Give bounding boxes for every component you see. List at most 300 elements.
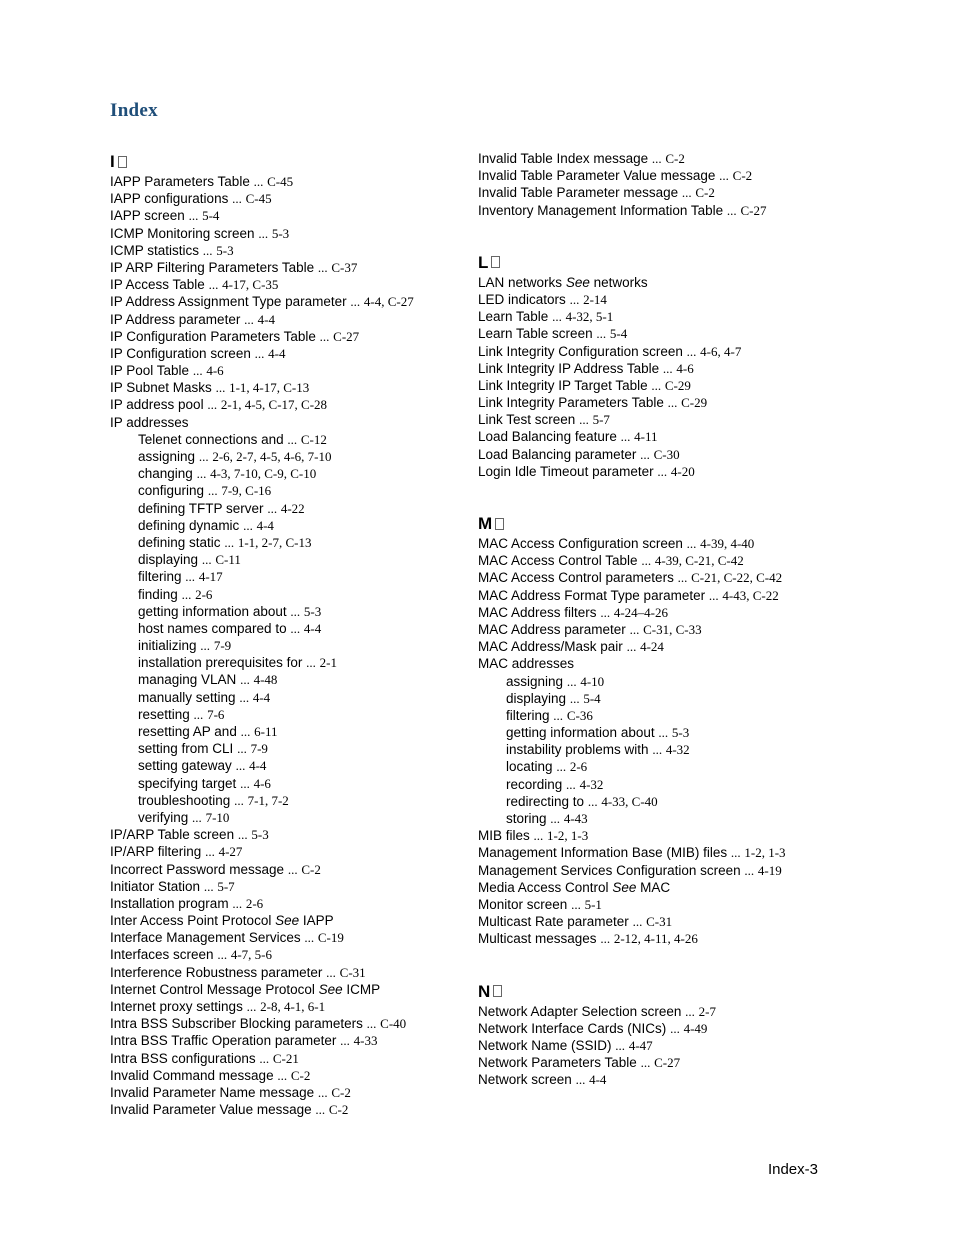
index-entry [110, 173, 460, 190]
page-refs: 5-4 [583, 690, 601, 706]
leader-dots: ... [287, 431, 298, 447]
leader-dots: ... [632, 914, 643, 930]
leader-dots: ... [575, 1072, 586, 1088]
entry-term: IP Access Table [110, 277, 205, 293]
page-refs: 1-2, 1-3 [744, 845, 786, 861]
leader-dots: ... [232, 191, 242, 207]
leader-dots: ... [317, 1084, 328, 1100]
index-entry [110, 1050, 460, 1067]
index-entry [478, 150, 828, 167]
page-refs: 4-47 [628, 1037, 653, 1053]
entry-term: IP Configuration screen [110, 345, 251, 361]
page-refs: 5-4 [202, 208, 220, 224]
leader-dots: ... [193, 706, 204, 722]
leader-dots: ... [587, 793, 598, 809]
index-subentry [110, 706, 460, 723]
page-refs: 4-4 [256, 517, 274, 533]
page-refs: 4-48 [253, 672, 278, 688]
see-label: See [318, 981, 343, 997]
page-refs: C-2 [301, 861, 321, 877]
entry-term: LED indicators [478, 291, 566, 307]
leader-dots: ... [686, 343, 697, 359]
index-entry [478, 930, 828, 947]
index-entry [478, 879, 828, 896]
letter: L [478, 252, 489, 272]
index-entry [478, 827, 828, 844]
index-entry [110, 981, 460, 998]
entry-term: IP Address Assignment Type parameter [110, 294, 347, 310]
leader-dots: ... [620, 429, 631, 445]
page-refs: 4-4 [589, 1072, 607, 1088]
index-letter-heading [478, 251, 828, 274]
page-refs: C-27 [333, 328, 360, 344]
see-label: See [565, 274, 590, 290]
page-refs: 4-4 [268, 345, 286, 361]
entry-term: Link Integrity IP Target Table [478, 377, 648, 393]
index-subentry [110, 637, 460, 654]
index-entry [478, 913, 828, 930]
leader-dots: ... [670, 1020, 680, 1036]
page-refs: 4-39, C-21, C-42 [654, 553, 744, 569]
index-subentry [110, 568, 460, 585]
leader-dots: ... [237, 741, 247, 757]
entry-term: IAPP screen [110, 208, 185, 224]
leader-dots: ... [267, 500, 278, 516]
entry-term: Interface Management Services [110, 930, 301, 946]
page-refs: 4-6 [676, 360, 694, 376]
entry-term: troubleshooting [138, 792, 231, 808]
entry-term: defining TFTP server [138, 500, 264, 516]
index-entry [110, 878, 460, 895]
entry-term: defining dynamic [138, 517, 240, 533]
see-target: MAC [640, 879, 671, 895]
page-refs: 4-27 [218, 844, 243, 860]
index-entry [110, 1015, 460, 1032]
leader-dots: ... [240, 672, 250, 688]
page-refs: 4-6 [206, 363, 224, 379]
index-subentry [110, 465, 460, 482]
heading-box-glyph [491, 256, 500, 268]
page-title: Index [110, 100, 158, 121]
index-entry [478, 377, 828, 394]
page-refs: 4-32, 5-1 [565, 309, 614, 325]
index-subentry [478, 724, 828, 741]
index-entry [478, 896, 828, 913]
entry-term: MAC Address parameter [478, 621, 626, 637]
index-subentry [110, 792, 460, 809]
index-subentry [110, 775, 460, 792]
index-subentry [478, 776, 828, 793]
page-refs: C-2 [732, 168, 753, 184]
index-entry [478, 604, 828, 621]
letter: N [478, 981, 491, 1001]
entry-term: IP addresses [110, 414, 189, 430]
leader-dots: ... [205, 844, 215, 860]
index-entry [110, 895, 460, 912]
page-refs: 2-14 [583, 291, 607, 307]
leader-dots: ... [629, 621, 640, 637]
index-entry [110, 345, 460, 362]
entry-term: ICMP Monitoring screen [110, 225, 255, 241]
index-subentry [110, 740, 460, 757]
entry-term: MAC addresses [478, 656, 575, 672]
index-entry [478, 569, 828, 586]
index-subentry [110, 448, 460, 465]
index-entry [478, 463, 828, 480]
index-subentry [110, 809, 460, 826]
index-subentry [110, 586, 460, 603]
index-entry [478, 1037, 828, 1054]
entry-term: changing [138, 466, 193, 482]
page-refs: C-21 [272, 1050, 299, 1066]
index-letter-heading [110, 150, 460, 173]
leader-dots: ... [192, 363, 203, 379]
page-refs: C-19 [317, 930, 344, 946]
leader-dots: ... [317, 259, 328, 275]
leader-dots: ... [181, 586, 192, 602]
page-refs: 5-3 [251, 827, 269, 843]
index-entry [110, 1032, 460, 1049]
index-entry [110, 225, 460, 242]
index-subentry [110, 671, 460, 688]
entry-term: configuring [138, 483, 205, 499]
page-refs: 7-10 [205, 809, 230, 825]
leader-dots: ... [259, 1050, 270, 1066]
entry-term: Internet proxy settings [110, 999, 243, 1014]
index-subentry [110, 534, 460, 551]
entry-term: finding [138, 586, 178, 602]
entry-term: Load Balancing feature [478, 429, 617, 445]
entry-term: installation prerequisites for [138, 655, 303, 671]
index-entry [478, 343, 828, 360]
see-target: ICMP [346, 981, 381, 997]
page-refs: 4-6, 4-7 [700, 343, 742, 359]
leader-dots: ... [207, 483, 218, 499]
leader-dots: ... [258, 225, 269, 241]
index-subentry [110, 757, 460, 774]
leader-dots: ... [277, 1067, 288, 1083]
leader-dots: ... [240, 724, 251, 739]
leader-dots: ... [201, 552, 212, 568]
entry-term: IP/ARP Table screen [110, 827, 235, 843]
leader-dots: ... [224, 534, 235, 550]
page-refs: C-40 [380, 1016, 407, 1032]
page-refs: 7-6 [207, 706, 225, 722]
leader-dots: ... [254, 345, 265, 361]
leader-dots: ... [340, 1033, 350, 1049]
index-subentry [110, 500, 460, 517]
entry-term: specifying target [138, 775, 237, 791]
entry-term: Network Name (SSID) [478, 1037, 612, 1053]
page-refs: C-21, C-22, C-42 [691, 570, 783, 586]
page-refs: 5-3 [671, 725, 690, 741]
entry-term: initializing [138, 638, 197, 654]
index-entry [110, 362, 460, 379]
page-number: Index-3 [767, 1161, 818, 1178]
leader-dots: ... [326, 964, 336, 980]
leader-dots: ... [640, 1055, 651, 1071]
page-refs: C-27 [654, 1055, 681, 1071]
page-refs: C-29 [664, 377, 691, 393]
index-entry [110, 328, 460, 345]
page-refs: 2-8, 4-1, 6-1 [260, 999, 326, 1014]
entry-term: MAC Address filters [478, 604, 597, 620]
entry-term: storing [506, 811, 547, 826]
page-refs: 4-43, C-22 [722, 587, 779, 603]
page-refs: C-2 [290, 1067, 311, 1083]
index-entry [478, 202, 828, 219]
entry-term: IP/ARP filtering [110, 844, 202, 860]
page-refs: 4-32 [665, 742, 690, 758]
heading-box-glyph [495, 518, 504, 530]
entry-term: Management Services Configuration screen [478, 862, 741, 878]
section-gap [478, 219, 828, 251]
leader-dots: ... [744, 862, 755, 878]
index-entry [110, 396, 460, 413]
leader-dots: ... [571, 896, 581, 912]
index-entry [110, 414, 460, 431]
index-column-right [478, 150, 828, 1088]
index-entry [110, 1101, 460, 1118]
entry-term: IP Subnet Masks [110, 380, 212, 396]
entry-term: Installation program [110, 895, 229, 911]
page-refs: C-2 [695, 185, 715, 201]
entry-term: Interference Robustness parameter [110, 964, 323, 980]
page-refs: 5-7 [592, 412, 610, 428]
entry-term: Monitor screen [478, 896, 568, 912]
index-entry [110, 190, 460, 207]
leader-dots: ... [290, 620, 301, 636]
index-entry [478, 184, 828, 201]
index-entry [110, 912, 460, 929]
leader-dots: ... [235, 758, 246, 774]
leader-dots: ... [553, 707, 564, 723]
see-target: networks [593, 274, 648, 290]
entry-term: MAC Address/Mask pair [478, 639, 623, 655]
page-refs: 2-6 [195, 586, 213, 602]
leader-dots: ... [533, 828, 544, 844]
entry-term: IP Address parameter [110, 311, 241, 327]
entry-term: MIB files [478, 828, 530, 844]
index-entry [478, 655, 828, 672]
index-entry [478, 862, 828, 879]
leader-dots: ... [600, 604, 611, 620]
entry-term: Link Integrity Configuration screen [478, 343, 683, 359]
page-refs: 2-6, 2-7, 4-5, 4-6, 7-10 [212, 449, 332, 464]
leader-dots: ... [657, 463, 668, 479]
entry-term: getting information about [506, 725, 655, 741]
entry-term: Invalid Command message [110, 1067, 274, 1083]
leader-dots: ... [686, 536, 697, 551]
leader-dots: ... [188, 208, 199, 224]
page-refs: 4-4 [257, 311, 275, 327]
entry-term: setting from CLI [138, 741, 234, 757]
entry-term: Internet Control Message Protocol [110, 981, 315, 997]
entry-term: Invalid Table Parameter Value message [478, 168, 716, 184]
index-subentry [478, 707, 828, 724]
entry-term: filtering [138, 569, 182, 585]
leader-dots: ... [198, 449, 209, 464]
index-entry [478, 394, 828, 411]
index-entry [478, 1020, 828, 1037]
leader-dots: ... [350, 294, 361, 310]
page-refs: 4-24 [640, 639, 664, 655]
entry-term: getting information about [138, 603, 287, 619]
entry-term: host names compared to [138, 620, 287, 636]
page-refs: 4-49 [683, 1020, 708, 1036]
entry-term: Interfaces screen [110, 947, 214, 963]
entry-term: Load Balancing parameter [478, 446, 637, 462]
page-refs: 2-12, 4-11, 4-26 [613, 931, 698, 947]
leader-dots: ... [232, 895, 243, 911]
page-refs: 5-3 [303, 603, 322, 619]
page-refs: 4-7, 5-6 [230, 947, 273, 963]
entry-term: assigning [506, 673, 564, 689]
page-refs: C-11 [215, 552, 241, 568]
leader-dots: ... [240, 775, 250, 791]
see-target: IAPP [302, 913, 334, 929]
index-entry [110, 311, 460, 328]
entry-term: Network Interface Cards (NICs) [478, 1020, 667, 1036]
leader-dots: ... [243, 517, 253, 533]
index-subentry [110, 603, 460, 620]
page-refs: 4-17 [198, 569, 223, 585]
index-entry [478, 446, 828, 463]
page-refs: 7-9, C-16 [221, 483, 272, 499]
leader-dots: ... [651, 377, 662, 393]
entry-term: filtering [506, 707, 550, 723]
index-letter-heading [478, 512, 828, 535]
entry-term: managing VLAN [138, 672, 237, 688]
leader-dots: ... [677, 570, 688, 586]
page-refs: C-31 [339, 964, 366, 980]
leader-dots: ... [237, 827, 248, 843]
leader-dots: ... [708, 587, 719, 603]
page-refs: 4-43 [563, 811, 588, 826]
entry-term: Telenet connections and [138, 431, 284, 447]
leader-dots: ... [290, 603, 301, 619]
leader-dots: ... [651, 151, 662, 166]
entry-term: Network screen [478, 1072, 572, 1088]
leader-dots: ... [287, 861, 298, 877]
page-refs: C-31 [646, 914, 673, 930]
entry-term: displaying [506, 690, 567, 706]
entry-term: Invalid Parameter Value message [110, 1102, 312, 1118]
page-refs: 7-1, 7-2 [247, 792, 289, 808]
index-entry [478, 291, 828, 308]
leader-dots: ... [207, 397, 218, 413]
entry-term: Link Integrity IP Address Table [478, 360, 660, 376]
page-refs: 4-4 [249, 758, 267, 774]
see-label: See [612, 879, 637, 895]
leader-dots: ... [626, 639, 637, 655]
leader-dots: ... [304, 930, 315, 946]
index-subentry [110, 482, 460, 499]
leader-dots: ... [246, 999, 257, 1014]
leader-dots: ... [315, 1102, 326, 1118]
page-refs: C-37 [331, 259, 358, 275]
leader-dots: ... [662, 360, 673, 376]
index-entry [478, 325, 828, 342]
page-refs: 4-10 [580, 673, 605, 689]
leader-dots: ... [652, 742, 663, 758]
leader-dots: ... [217, 947, 228, 963]
page-refs: C-30 [653, 446, 680, 462]
leader-dots: ... [253, 174, 264, 189]
page-refs: 5-1 [584, 896, 602, 912]
entry-term: displaying [138, 552, 199, 568]
page-refs: 4-39, 4-40 [700, 536, 755, 551]
entry-term: Management Information Base (MIB) files [478, 845, 728, 861]
index-entry [478, 167, 828, 184]
page-refs: 2-6 [569, 759, 588, 775]
index-letter-heading [478, 980, 828, 1003]
index-subentry [110, 620, 460, 637]
leader-dots: ... [726, 202, 737, 218]
page-refs: 7-9 [213, 638, 232, 654]
entry-term: instability problems with [506, 742, 649, 758]
index-subentry [110, 654, 460, 671]
entry-term: Inventory Management Information Table [478, 202, 724, 218]
leader-dots: ... [556, 759, 567, 775]
entry-term: MAC Address Format Type parameter [478, 587, 706, 603]
section-gap [478, 948, 828, 980]
page-refs: 2-1, 4-5, C-17, C-28 [220, 397, 328, 413]
page-refs: 6-11 [254, 724, 278, 739]
leader-dots: ... [730, 845, 741, 861]
index-entry [110, 843, 460, 860]
entry-term: resetting [138, 706, 190, 722]
leader-dots: ... [552, 309, 562, 325]
entry-term: resetting AP and [138, 724, 237, 739]
leader-dots: ... [667, 395, 678, 411]
heading-box-glyph [118, 156, 127, 168]
entry-term: Network Adapter Selection screen [478, 1003, 682, 1019]
index-entry [478, 274, 828, 291]
page-refs: C-2 [331, 1084, 351, 1100]
page-refs: 4-4 [303, 620, 322, 636]
entry-term: Invalid Parameter Name message [110, 1084, 315, 1100]
section-gap [478, 480, 828, 512]
leader-dots: ... [234, 792, 244, 808]
index-subentry [110, 431, 460, 448]
entry-term: defining static [138, 534, 221, 550]
page-refs: 1-2, 1-3 [547, 828, 589, 844]
leader-dots: ... [203, 878, 214, 894]
entry-term: Learn Table screen [478, 326, 593, 342]
index-entry [110, 929, 460, 946]
index-entry [478, 552, 828, 569]
leader-dots: ... [215, 380, 226, 396]
page-refs: 4-3, 7-10, C-9, C-10 [210, 466, 317, 482]
leader-dots: ... [200, 638, 211, 654]
index-subentry [478, 673, 828, 690]
entry-term: Media Access Control [478, 879, 609, 895]
page-refs: 4-19 [757, 862, 782, 878]
entry-term: Intra BSS configurations [110, 1050, 256, 1066]
entry-term: Inter Access Point Protocol [110, 913, 272, 929]
index-subentry [478, 793, 828, 810]
page-refs: 5-3 [271, 225, 290, 241]
index-entry [478, 1054, 828, 1071]
page-refs: 2-7 [698, 1003, 716, 1019]
page-refs: 4-17, C-35 [222, 277, 279, 293]
leader-dots: ... [569, 291, 580, 307]
letter: M [478, 514, 493, 533]
entry-term: Multicast Rate parameter [478, 914, 629, 930]
page-refs: 4-33, C-40 [601, 793, 658, 809]
leader-dots: ... [244, 311, 254, 327]
